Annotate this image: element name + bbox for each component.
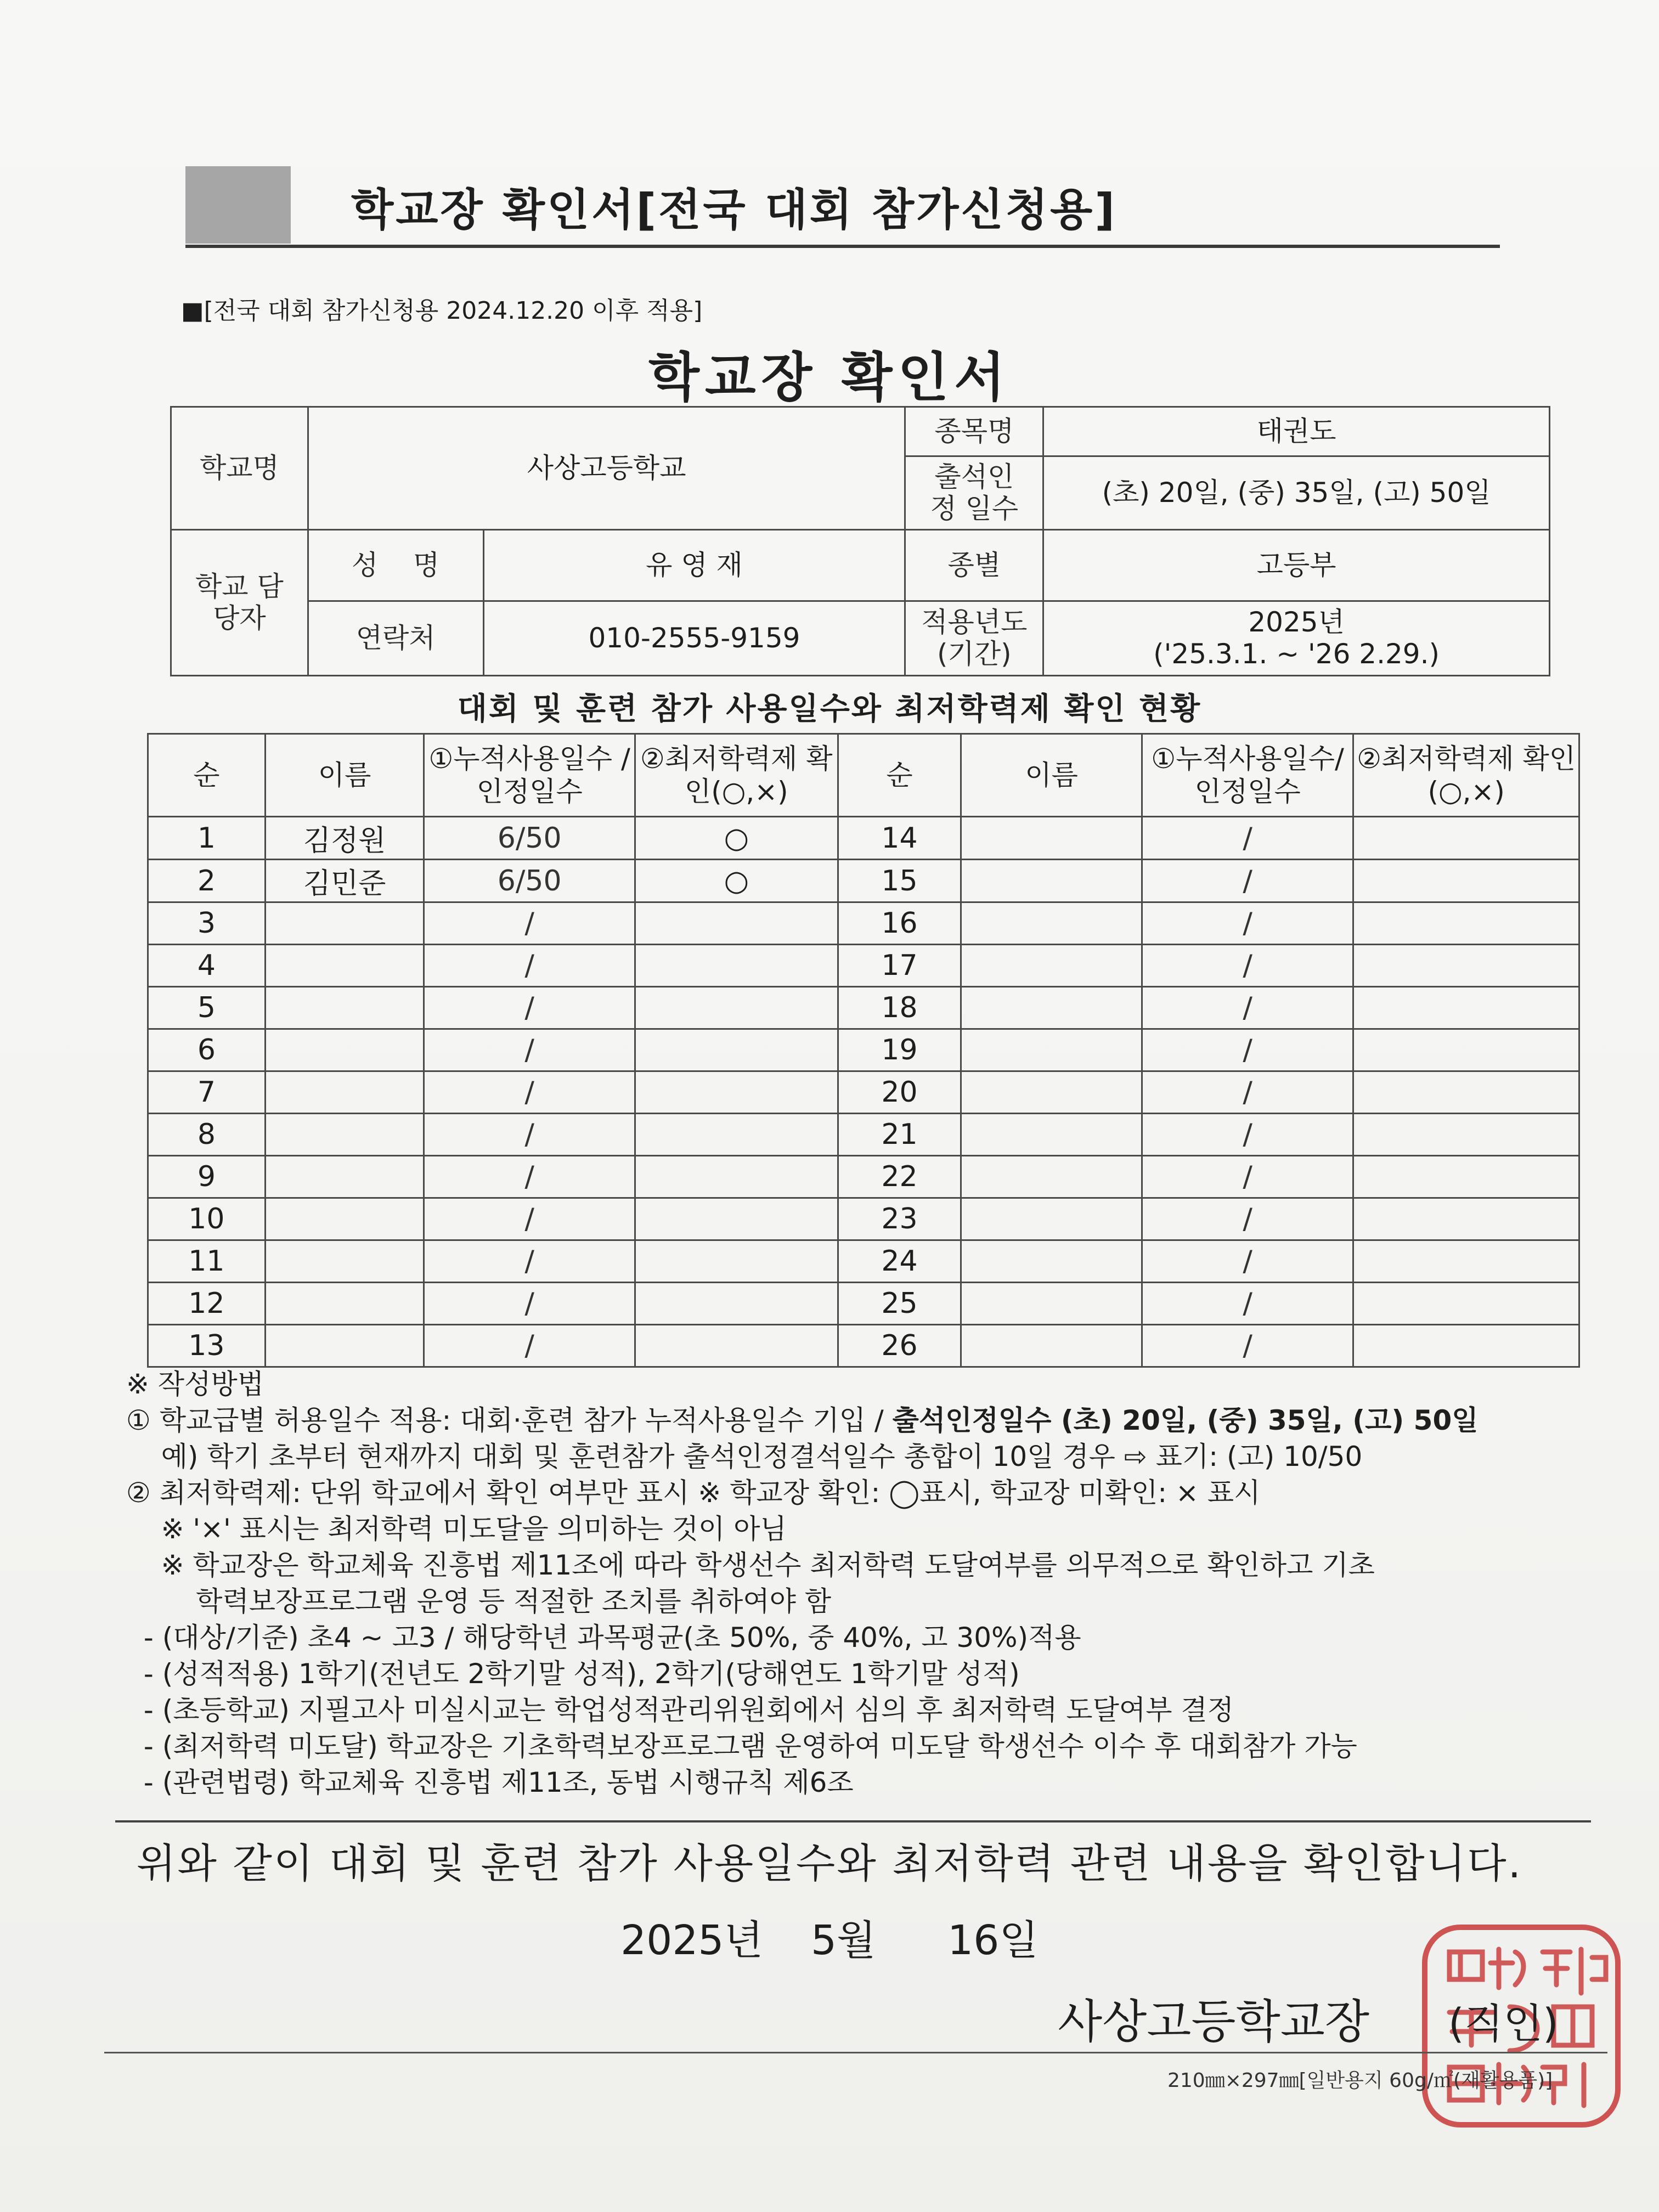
row-check-2 [1353, 1071, 1579, 1114]
row-check-2 [1353, 1029, 1579, 1071]
row-no-2: 18 [838, 987, 961, 1029]
method-line-10: - (최저학력 미도달) 학교장은 기초학력보장프로그램 운영하여 미도달 학생선수 이수 후 대회참가 가능 [126, 1730, 1357, 1762]
row-check [635, 902, 838, 945]
row-days: / [424, 902, 635, 945]
row-no-2: 14 [838, 817, 961, 860]
row-name-2 [961, 860, 1142, 902]
method-line-7: - (대상/기준) 초4 ~ 고3 / 해당학년 과목평균(초 50%, 중 40%, 고 30%)적용 [126, 1622, 1081, 1654]
row-days: / [424, 987, 635, 1029]
row-name: 김민준 [265, 860, 424, 902]
document-title: 학교장 확인서 [648, 347, 1011, 408]
row-check-2 [1353, 1156, 1579, 1198]
table-row [148, 1071, 1579, 1114]
row-name-2 [961, 987, 1142, 1029]
row-no: 7 [148, 1071, 266, 1114]
row-name [265, 1283, 424, 1325]
header-check: ②최저학력제 확인(○,×) [635, 734, 838, 817]
applied-year-value: 2025년 [1248, 606, 1345, 638]
manager-name-value: 유 영 재 [483, 530, 905, 601]
row-no: 9 [148, 1156, 266, 1198]
row-name [265, 1029, 424, 1071]
info-table [170, 406, 1550, 676]
paper-spec-footer: 210㎜×297㎜[일반용지 60g/㎡(재활용품)] [1167, 2069, 1553, 2092]
row-no-2: 24 [838, 1240, 961, 1283]
row-check-2 [1353, 1240, 1579, 1283]
row-check-2 [1353, 860, 1579, 902]
method-line-1-bold: 출석인정일수 (초) 20일, (중) 35일, (고) 50일 [892, 1404, 1479, 1436]
row-days-2: / [1142, 1240, 1353, 1283]
header-days-2: ①누적사용일수/ 인정일수 [1142, 734, 1353, 817]
row-check-2 [1353, 1114, 1579, 1156]
row-no-2: 15 [838, 860, 961, 902]
row-days-2: / [1142, 1325, 1353, 1367]
seal-mark-text: (직인) [1448, 2000, 1559, 2047]
participation-table [147, 733, 1580, 1368]
row-check-2 [1353, 987, 1579, 1029]
row-name [265, 1240, 424, 1283]
row-name-2 [961, 817, 1142, 860]
header-rule [185, 245, 1500, 248]
row-days-2: / [1142, 1283, 1353, 1325]
header-check-2: ②최저학력제 확인(○,×) [1353, 734, 1579, 817]
sport-value: 태권도 [1043, 407, 1550, 456]
applied-period-value: ('25.3.1. ~ '26 2.29.) [1153, 637, 1440, 670]
header-gray-block [185, 166, 291, 244]
confirmation-statement: 위와 같이 대회 및 훈련 참가 사용일수와 최저학력 관련 내용을 확인합니다. [136, 1840, 1523, 1887]
row-check [635, 1156, 838, 1198]
table-row [148, 1283, 1579, 1325]
row-name-2 [961, 1240, 1142, 1283]
method-line-8: - (성적적용) 1학기(전년도 2학기말 성적), 2학기(당해연도 1학기말 성적) [126, 1658, 1020, 1690]
row-no-2: 17 [838, 945, 961, 987]
row-days-2: / [1142, 945, 1353, 987]
table-row [148, 1114, 1579, 1156]
confirmation-date: 2025년 5월 16일 [620, 1917, 1039, 1964]
header-name-2: 이름 [961, 734, 1142, 817]
row-no-2: 25 [838, 1283, 961, 1325]
table-header-row [148, 734, 1579, 817]
row-name-2 [961, 1071, 1142, 1114]
row-days-2: / [1142, 1114, 1353, 1156]
row-name-2 [961, 1114, 1142, 1156]
row-no: 6 [148, 1029, 266, 1071]
header-no-2: 순 [838, 734, 961, 817]
row-check-2 [1353, 817, 1579, 860]
row-name-2 [961, 1156, 1142, 1198]
row-no: 5 [148, 987, 266, 1029]
row-no-2: 23 [838, 1198, 961, 1240]
method-line-11: - (관련법령) 학교체육 진흥법 제11조, 동법 시행규칙 제6조 [126, 1767, 854, 1798]
row-no: 12 [148, 1283, 266, 1325]
row-check [635, 1071, 838, 1114]
row-name-2 [961, 902, 1142, 945]
contact-value: 010-2555-9159 [483, 601, 905, 676]
row-days: / [424, 1029, 635, 1071]
method-line-4: ※ '×' 표시는 최저학력 미도달을 의미하는 것이 아님 [126, 1513, 787, 1545]
method-title: ※ 작성방법 [126, 1368, 264, 1400]
row-days: / [424, 1114, 635, 1156]
row-check-2 [1353, 945, 1579, 987]
section-title: 대회 및 훈련 참가 사용일수와 최저학력제 확인 현황 [457, 691, 1202, 727]
row-check [635, 1240, 838, 1283]
row-name [265, 1156, 424, 1198]
row-days-2: / [1142, 1156, 1353, 1198]
row-check [635, 1283, 838, 1325]
row-days-2: / [1142, 860, 1353, 902]
row-check-2 [1353, 902, 1579, 945]
row-check [635, 945, 838, 987]
row-name-2 [961, 945, 1142, 987]
row-days-2: / [1142, 1071, 1353, 1114]
applied-year-cell [1043, 601, 1550, 676]
row-no: 11 [148, 1240, 266, 1283]
row-check [635, 1198, 838, 1240]
row-days: 6/50 [424, 817, 635, 860]
table-row [148, 945, 1579, 987]
table-row [148, 1029, 1579, 1071]
school-name-label: 학교명 [171, 407, 308, 530]
header-name: 이름 [265, 734, 424, 817]
row-name-2 [961, 1198, 1142, 1240]
row-days-2: / [1142, 987, 1353, 1029]
row-no: 13 [148, 1325, 266, 1367]
row-no-2: 21 [838, 1114, 961, 1156]
method-line-9: - (초등학교) 지필고사 미실시교는 학업성적관리위원회에서 심의 후 최저학력 도달여부 결정 [126, 1694, 1234, 1726]
row-check [635, 987, 838, 1029]
row-no: 10 [148, 1198, 266, 1240]
row-name-2 [961, 1029, 1142, 1071]
method-line-1-text: ① 학교급별 허용일수 적용: 대회·훈련 참가 누적사용일수 기입 / [126, 1404, 893, 1436]
row-days-2: / [1142, 902, 1353, 945]
row-no-2: 26 [838, 1325, 961, 1367]
school-manager-label: 학교 담당자 [171, 530, 308, 676]
row-check-2 [1353, 1283, 1579, 1325]
header-title: 학교장 확인서[전국 대회 참가신청용] [351, 184, 1117, 235]
row-check [635, 1114, 838, 1156]
method-line-2: 예) 학기 초부터 현재까지 대회 및 훈련참가 출석인정결석일수 총합이 10일 경우 ⇨ 표기: (고) 10/50 [126, 1441, 1363, 1472]
table-row [148, 1156, 1579, 1198]
row-no-2: 19 [838, 1029, 961, 1071]
row-check [635, 1325, 838, 1367]
sport-label: 종목명 [905, 407, 1043, 456]
manager-name-label: 성 명 [308, 530, 483, 601]
row-check [635, 1029, 838, 1071]
row-days: / [424, 945, 635, 987]
method-rule [115, 1820, 1591, 1822]
table-row [148, 1198, 1579, 1240]
division-label: 종별 [905, 530, 1043, 601]
principal-signature: 사상고등학교장 [1058, 1995, 1370, 2049]
row-name [265, 1114, 424, 1156]
applicability-note: ■[전국 대회 참가신청용 2024.12.20 이후 적용] [181, 297, 703, 325]
method-line-3: ② 최저학력제: 단위 학교에서 확인 여부만 표시 ※ 학교장 확인: ◯표시, 학교장 미확인: × 표시 [126, 1477, 1261, 1509]
row-name-2 [961, 1325, 1142, 1367]
row-days-2: / [1142, 1198, 1353, 1240]
row-days: / [424, 1325, 635, 1367]
attendance-days-label: 출석인정 일수 [905, 456, 1043, 530]
writing-method [126, 1366, 1580, 1801]
row-days: 6/50 [424, 860, 635, 902]
table-row [148, 860, 1579, 902]
row-days: / [424, 1240, 635, 1283]
row-check-2 [1353, 1198, 1579, 1240]
table-row [148, 902, 1579, 945]
table-row [148, 1325, 1579, 1367]
row-days: / [424, 1071, 635, 1114]
footer-rule [104, 2052, 1607, 2053]
table-row [148, 817, 1579, 860]
attendance-days-value: (초) 20일, (중) 35일, (고) 50일 [1043, 456, 1550, 530]
row-check: ○ [635, 860, 838, 902]
row-name: 김정원 [265, 817, 424, 860]
method-line-5: ※ 학교장은 학교체육 진흥법 제11조에 따라 학생선수 최저학력 도달여부를 의무적으로 확인하고 기초 [126, 1549, 1375, 1581]
school-name-value: 사상고등학교 [308, 407, 905, 530]
header-no: 순 [148, 734, 266, 817]
row-days: / [424, 1283, 635, 1325]
row-no: 4 [148, 945, 266, 987]
row-no-2: 16 [838, 902, 961, 945]
row-name [265, 987, 424, 1029]
row-days: / [424, 1156, 635, 1198]
table-row [148, 1240, 1579, 1283]
applied-year-label: 적용년도 (기간) [905, 601, 1043, 676]
contact-label: 연락처 [308, 601, 483, 676]
row-check-2 [1353, 1325, 1579, 1367]
division-value: 고등부 [1043, 530, 1550, 601]
row-no: 1 [148, 817, 266, 860]
row-check: ○ [635, 817, 838, 860]
row-days-2: / [1142, 1029, 1353, 1071]
row-days: / [424, 1198, 635, 1240]
row-name [265, 902, 424, 945]
row-no-2: 20 [838, 1071, 961, 1114]
row-days-2: / [1142, 817, 1353, 860]
row-no: 8 [148, 1114, 266, 1156]
row-no: 2 [148, 860, 266, 902]
row-name [265, 1325, 424, 1367]
table-row [148, 987, 1579, 1029]
method-line-6: 학력보장프로그램 운영 등 적절한 조치를 취하여야 함 [126, 1585, 832, 1617]
row-no-2: 22 [838, 1156, 961, 1198]
row-no: 3 [148, 902, 266, 945]
header-days: ①누적사용일수 /인정일수 [424, 734, 635, 817]
method-line-1 [126, 1402, 1580, 1438]
row-name [265, 1198, 424, 1240]
row-name-2 [961, 1283, 1142, 1325]
row-name [265, 945, 424, 987]
row-name [265, 1071, 424, 1114]
